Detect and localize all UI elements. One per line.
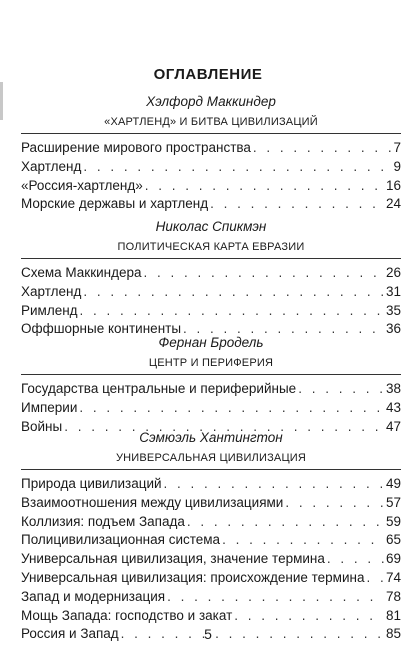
entry-title: Природа цивилизаций <box>21 476 162 491</box>
dot-leader <box>210 195 384 214</box>
toc-entry[interactable] <box>21 569 401 588</box>
toc-entry[interactable] <box>21 195 401 214</box>
dot-leader <box>366 569 384 588</box>
entry-page: 74 <box>385 569 401 585</box>
toc-entry[interactable] <box>21 607 401 626</box>
toc-entry[interactable] <box>21 264 401 283</box>
section-subtitle: ЦЕНТР И ПЕРИФЕРИЯ <box>148 357 274 369</box>
dot-leader <box>285 494 384 513</box>
entry-page: 38 <box>385 381 401 396</box>
toc-section <box>21 93 401 214</box>
page-edge-mark <box>0 82 3 120</box>
section-subtitle: «ХАРТЛЕНД» И БИТВА ЦИВИЛИЗАЦИЙ <box>104 116 318 128</box>
dot-leader <box>83 283 384 302</box>
toc-entry[interactable] <box>21 302 401 321</box>
toc-section <box>21 429 401 644</box>
entry-title: Римленд <box>21 302 78 318</box>
entry-title: Мощь Запада: господство и закат <box>21 607 233 623</box>
entry-title: Войны <box>21 418 63 434</box>
entry-page: 43 <box>385 399 401 415</box>
toc-entry[interactable] <box>21 550 401 569</box>
section-subtitle: ПОЛИТИЧЕСКАЯ КАРТА ЕВРАЗИИ <box>117 241 305 253</box>
section-author: Хэлфорд Маккиндер <box>146 94 276 109</box>
entry-title: Универсальная цивилизация, значение термина <box>21 551 325 567</box>
entry-title: Хартленд <box>21 283 82 299</box>
section-rule <box>21 258 401 259</box>
toc-entry[interactable] <box>21 380 401 399</box>
entry-title: Морские державы и хартленд <box>21 196 209 212</box>
entry-page: 24 <box>385 196 401 212</box>
entry-title: Полицивилизационная система <box>21 532 221 548</box>
entry-title: Универсальная цивилизация: происхождение термина <box>21 569 365 585</box>
dot-leader <box>167 588 384 607</box>
entry-title: Взаимоотношения между цивилизациями <box>21 494 284 510</box>
entry-page: 7 <box>393 140 401 155</box>
entry-page: 59 <box>385 513 401 529</box>
toc-entry[interactable] <box>21 399 401 418</box>
entry-title: Россия и Запад <box>21 626 119 642</box>
dot-leader <box>83 158 391 177</box>
entry-page: 85 <box>385 626 401 642</box>
dot-leader <box>187 513 384 532</box>
toc-entry[interactable] <box>21 177 401 196</box>
toc-section <box>21 218 401 339</box>
toc-entry[interactable] <box>21 494 401 513</box>
toc-entry[interactable] <box>21 531 401 550</box>
dot-leader <box>144 264 384 283</box>
entry-title: Коллизия: подъем Запада <box>21 513 185 529</box>
dot-leader <box>79 399 384 418</box>
dot-leader <box>222 531 384 550</box>
dot-leader <box>298 380 384 399</box>
entry-page: 35 <box>385 302 401 318</box>
section-rule <box>21 374 401 375</box>
entry-page: 36 <box>385 321 401 337</box>
entry-page: 47 <box>385 418 401 434</box>
section-author: Сэмюэль Хантингтон <box>139 430 283 445</box>
entry-page: 78 <box>385 588 401 604</box>
toc-entry[interactable] <box>21 139 401 158</box>
section-rule <box>21 133 401 134</box>
page-number: 5 <box>204 626 212 642</box>
entry-title: Империи <box>21 399 78 415</box>
toc-title: ОГЛАВЛЕНИЕ <box>153 66 263 83</box>
entry-page: 49 <box>385 476 401 491</box>
dot-leader <box>164 475 384 494</box>
toc-entry[interactable] <box>21 283 401 302</box>
entry-title: Запад и модернизация <box>21 588 166 604</box>
entry-page: 9 <box>393 158 401 174</box>
dot-leader <box>80 302 384 321</box>
entry-title: Расширение мирового пространства <box>21 140 251 155</box>
entry-page: 16 <box>385 177 401 193</box>
dot-leader <box>234 607 384 626</box>
toc-entry[interactable] <box>21 513 401 532</box>
entry-title: Хартленд <box>21 158 82 174</box>
entry-page: 31 <box>385 283 401 299</box>
entry-title: Оффшорные континенты <box>21 321 182 337</box>
entry-page: 65 <box>385 532 401 548</box>
entry-page: 57 <box>385 494 401 510</box>
entry-page: 26 <box>385 265 401 280</box>
toc-entry[interactable] <box>21 475 401 494</box>
section-author: Фернан Бродель <box>158 335 264 350</box>
entry-page: 81 <box>385 607 401 623</box>
toc-section <box>21 334 401 436</box>
toc-entry[interactable] <box>21 588 401 607</box>
section-subtitle: УНИВЕРСАЛЬНАЯ ЦИВИЛИЗАЦИЯ <box>115 452 307 464</box>
entry-title: Государства центральные и периферийные <box>21 381 297 396</box>
entry-title: Схема Маккиндера <box>21 265 142 280</box>
section-rule <box>21 469 401 470</box>
entry-page: 69 <box>385 551 401 567</box>
section-author: Николас Спикмэн <box>155 219 267 234</box>
toc-entry[interactable] <box>21 158 401 177</box>
dot-leader <box>253 139 392 158</box>
entry-title: «Россия-хартленд» <box>21 177 143 193</box>
dot-leader <box>327 550 384 569</box>
dot-leader <box>145 177 384 196</box>
